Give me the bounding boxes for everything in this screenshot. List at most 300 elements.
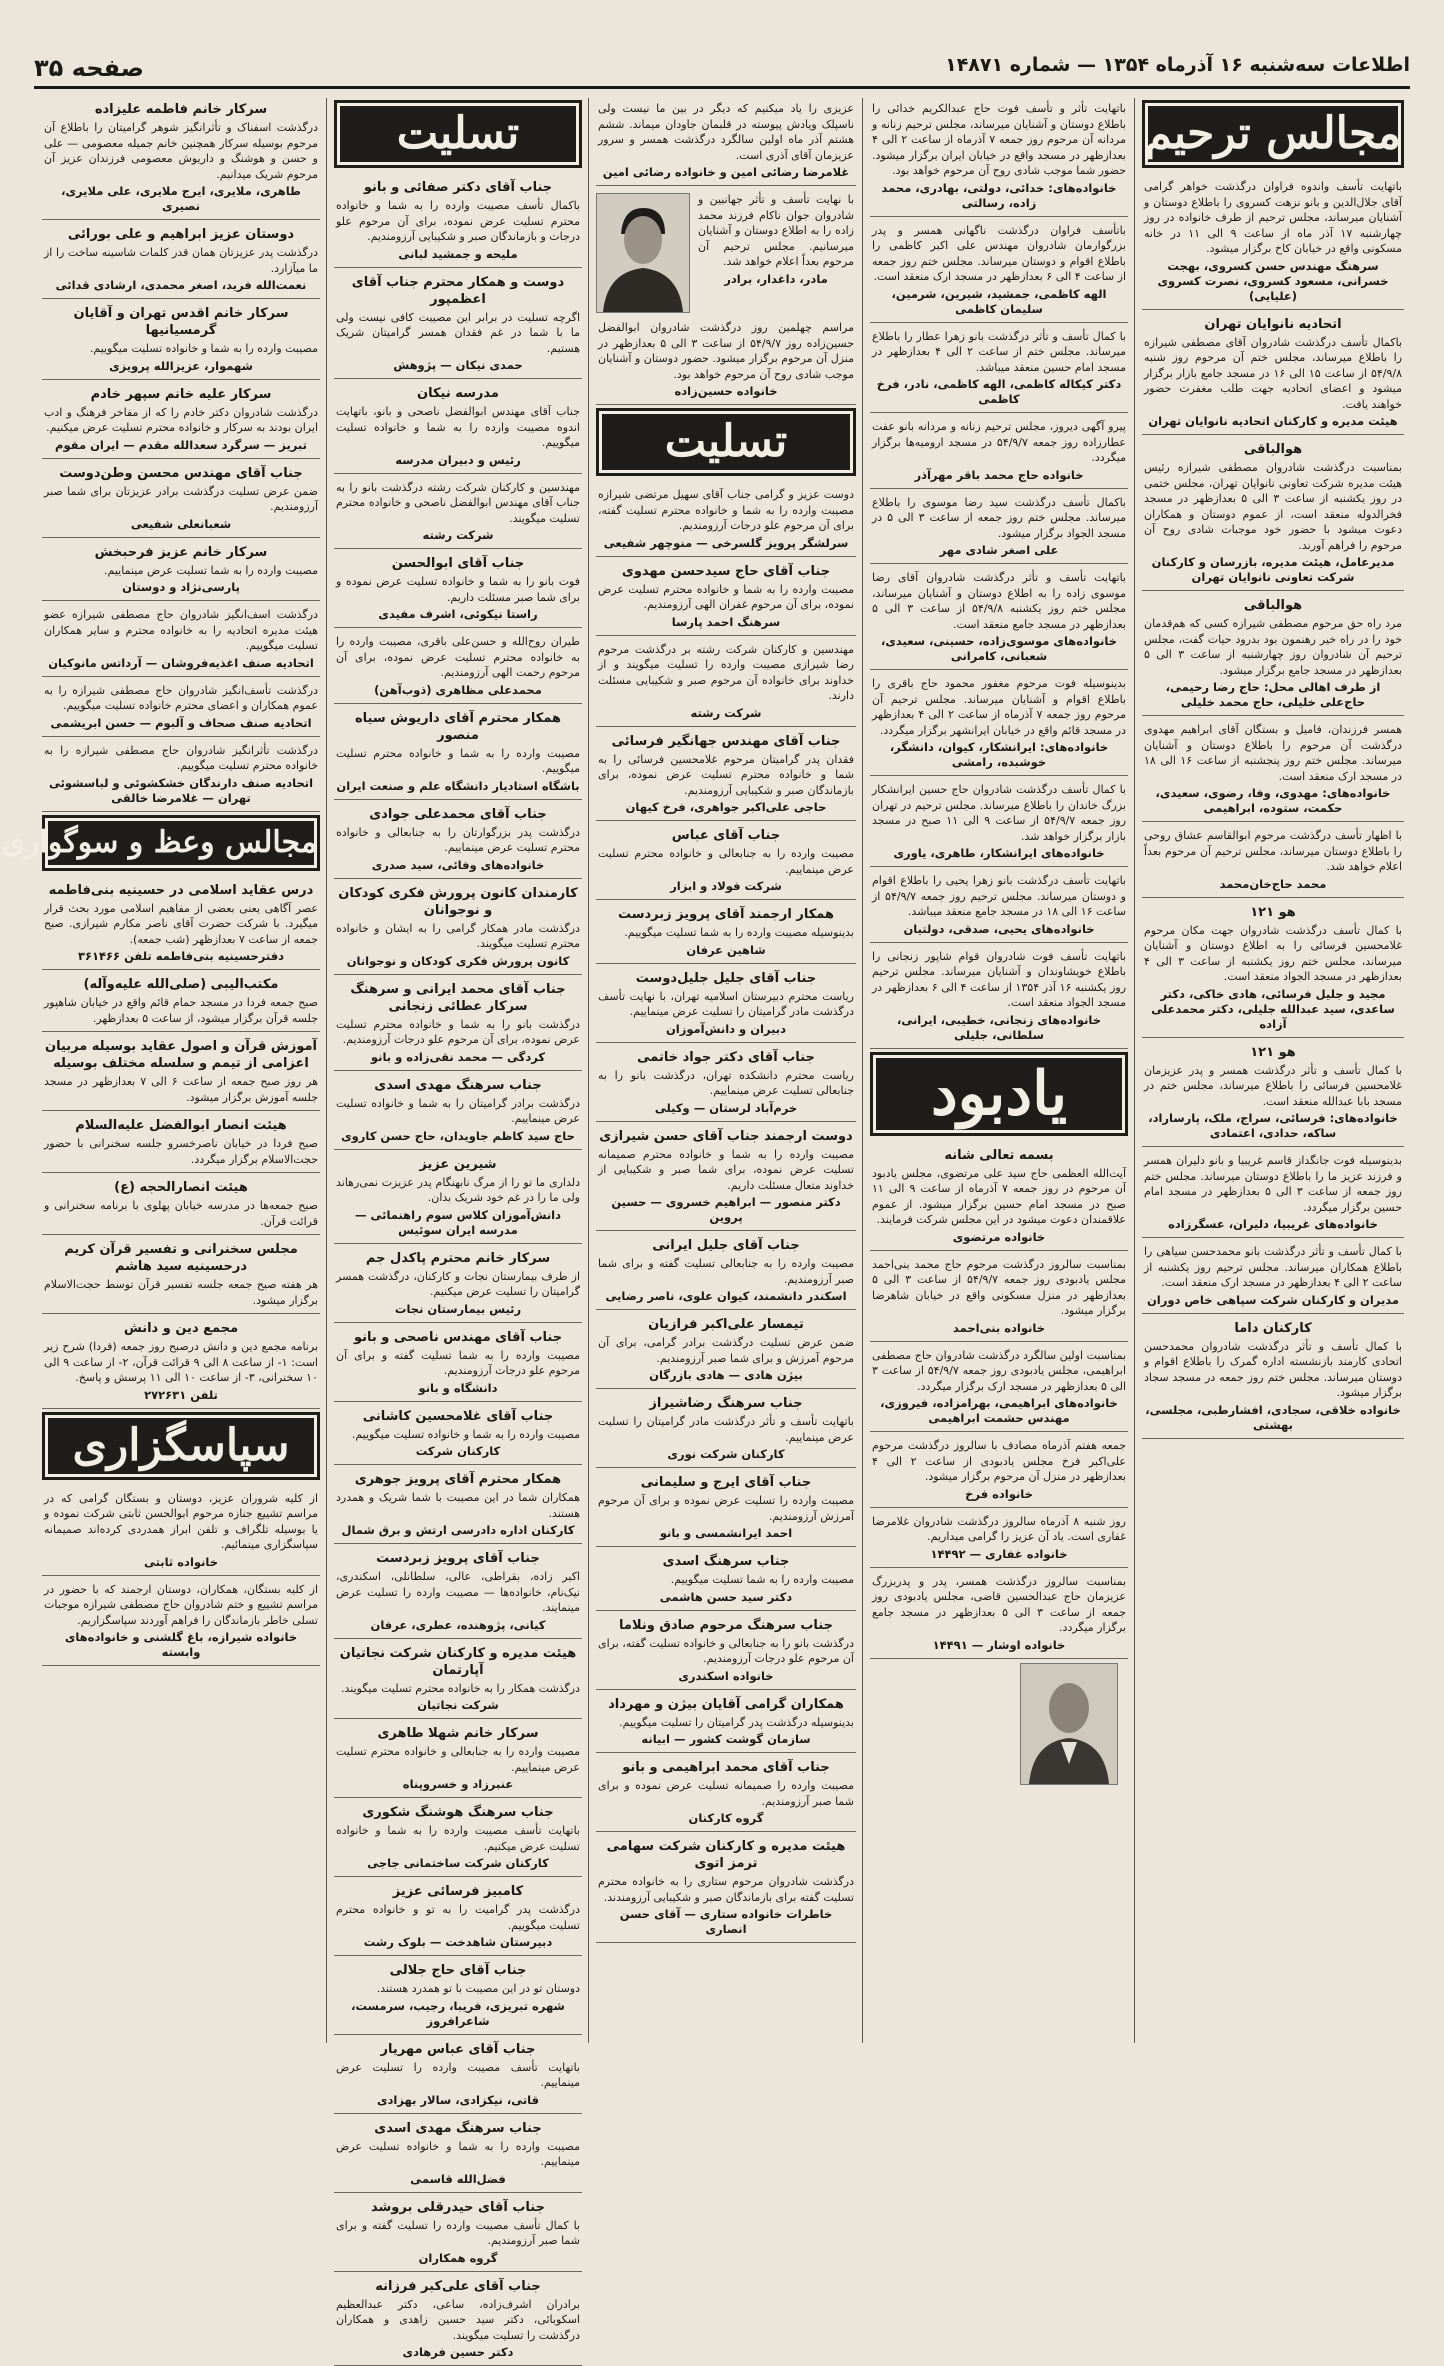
- notice-signature: کارکنان شرکت نوری: [598, 1447, 854, 1462]
- notice-title: سرکار خانم عزیز فرحبخش: [44, 544, 318, 561]
- notice-signature: دبیران و دانش‌آموزان: [598, 1022, 854, 1037]
- notice-title: کارکنان داما: [1144, 1320, 1402, 1337]
- notice: [1142, 438, 1404, 591]
- notice: [596, 317, 856, 405]
- notice-title: دوست و همکار محترم جناب آقای اعظمپور: [336, 274, 580, 308]
- notice-signature: خانواده‌های زنجانی، خطیبی، ایرانی، سلطانی، جلیلی: [872, 1013, 1126, 1043]
- notice-signature: نعمت‌الله فرید، اصغر محمدی، ارشادی قدائی: [44, 278, 318, 293]
- notice-body: مهندسین و کارکنان شرکت رشته بر درگذشت مرحوم رضا شیرازی مصیبت وارده را تسلیت میگویند و از خداوند برای خانواده آن مرحوم صبر و شکیبایی مسئلت دارند.: [598, 642, 854, 704]
- notice: [334, 1247, 582, 1323]
- notice-signature: کیانی، پژوهنده، عطری، عرفان: [336, 1618, 580, 1633]
- notice-title: سرکار خانم شهلا طاهری: [336, 1725, 580, 1742]
- notice-body: درگذشت بانو را به شما و خانواده محترم تسلیت عرض نموده، برای آن مرحوم علو درجات آرزومندیم.: [336, 1017, 580, 1048]
- column-divider: [588, 98, 589, 2043]
- notice-body: فوت بانو را به شما و خانواده تسلیت عرض نموده و برای شما صبر مسئلت داریم.: [336, 574, 580, 605]
- notice-title: تیمسار علی‌اکبر فرازیان: [598, 1316, 854, 1333]
- notice-signature: باشگاه استادیار دانشگاه علم و صنعت ایران: [336, 779, 580, 794]
- notice: [42, 1238, 320, 1314]
- notice: [42, 1579, 320, 1667]
- notice-body: بمناسبت سالروز درگذشت مرحوم حاج محمد بنی‌احمد مجلس یادبودی روز جمعه ۵۴/۹/۷ از ساعت ۳ الی ۵ بعدازظهر در منزل مسکونی واقع در خیابان شاهرضا برگزار میشود.: [872, 1257, 1126, 1319]
- notice-signature: کردگی — محمد نقی‌زاده و بانو: [336, 1050, 580, 1065]
- notice-title: سرکار خانم محترم پاکدل جم: [336, 1250, 580, 1267]
- notice: [596, 903, 856, 964]
- notice-body: ریاست محترم دبیرستان اسلامیه تهران، با نهایت تأسف درگذشت مادر گرامیتان را تسلیت عرض مینماییم.: [598, 989, 854, 1020]
- notice-signature: قاتی، نیکزادی، سالار بهزادی: [336, 2093, 580, 2108]
- notice-signature: خانواده‌های غریبیا، دلیران، عسگرزاده: [1144, 1217, 1402, 1232]
- notice: [870, 870, 1128, 943]
- notice: [334, 1153, 582, 1244]
- notice: [42, 604, 320, 677]
- notice-body: باتهایت تأسف و تأثر درگذشت مادر گرامیتان را تسلیت عرض مینماییم.: [598, 1414, 854, 1445]
- notice: [1142, 1041, 1404, 1148]
- page-header: [34, 50, 1410, 86]
- notice-body: درگذشت اسفناک و تأثرانگیز شوهر گرامیتان را باطلاع آن مرحوم بوسیله سرکار همچنین خانم جمیله معصومی — علی و حسن و هوشنگ و داریوش معصومی فرزندان عزیز آن مرحوم شریک میدانیم.: [44, 120, 318, 182]
- banner-tasliyat-mid: تسلیت: [596, 408, 856, 476]
- notice: [596, 967, 856, 1043]
- notice-title: جناب آقای ایرج و سلیمانی: [598, 1474, 854, 1491]
- notice: [596, 1693, 856, 1754]
- notice-signature: کانون پرورش فکری کودکان و نوجوانان: [336, 954, 580, 969]
- notice-signature: کارکنان شرکت ساختمانی جاجی: [336, 1856, 580, 1871]
- portrait-photo: [596, 193, 690, 313]
- notice-signature: سرهنگ مهندس حسن کسروی، بهجت خسرانی، مسعود کسروی، نصرت کسروی (علیایی): [1144, 259, 1402, 304]
- notice: [596, 1046, 856, 1122]
- notice-title: جناب آقای دکتر صفائی و بانو: [336, 179, 580, 196]
- notice: [870, 673, 1128, 776]
- notice-title: کارمندان کانون پرورش فکری کودکان و نوجوانان: [336, 885, 580, 919]
- notice: [870, 1345, 1128, 1433]
- notice-signature: دکتر حسین فرهادی: [336, 2345, 580, 2360]
- notice-signature: اتحادیه صنف اغذیه‌فروشان — آرداتس مانوکیان: [44, 656, 318, 671]
- notice-signature: پارسی‌نژاد و دوستان: [44, 580, 318, 595]
- notice-body: فقدان پدر گرامیتان مرحوم غلامحسین فرسائی را به شما و خانواده محترم تسلیت عرض نموده، برای بازماندگان صبر و شکیبایی آرزومندیم.: [598, 752, 854, 799]
- notice-signature: اسکندر دانشمند، کیوان علوی، ناصر رضایی: [598, 1289, 854, 1304]
- notice-signature: خانواده غفاری — ۱۴۴۹۲: [872, 1547, 1126, 1562]
- notice: [42, 973, 320, 1032]
- notice-signature: گروه کارکنان: [598, 1811, 854, 1826]
- notice-title: هو ۱۲۱: [1144, 1044, 1402, 1061]
- notice-body: با کمال تأسف و تأثر درگذشت بانو محمدحسن سیاهی را باطلاع همکاران میرساند. مجلس ترحیم روز یکشنبه از ساعت ۲ الی ۴ بعدازظهر در مسجد ارک منعقد است.: [1144, 1244, 1402, 1291]
- notice-title: سرکار علیه خانم سپهر خادم: [44, 386, 318, 403]
- notice-signature: رئیس و دبیران مدرسه: [336, 453, 580, 468]
- notice-body: درگذشت اسف‌انگیز شادروان حاج مصطفی شیرازه عضو هیئت مدیره اتحادیه را به خانواده محترم و سایر همکاران تسلیت میگوییم.: [44, 607, 318, 654]
- notice-signature: علی اصغر شادی مهر: [872, 543, 1126, 558]
- notice-signature: شهموار، عزیزالله پرویزی: [44, 359, 318, 374]
- column-divider: [862, 98, 863, 2043]
- notice-body: مصیبت وارده را به شما تسلیت میگوییم.: [598, 1572, 854, 1588]
- notice-body: باکمال تأسف درگذشت سید رضا موسوی را باطلاع میرساند. مجلس ختم روز جمعه از ساعت ۳ الی ۵ در مسجد الجواد برگزار میشود.: [872, 495, 1126, 542]
- notice-body: همکاران شما در این مصیبت با شما شریک و همدرد هستند.: [336, 1490, 580, 1521]
- notice-body: مصیبت وارده را صمیمانه تسلیت عرض نموده و برای شما صبر آرزومندیم.: [598, 1778, 854, 1809]
- header-rule: [34, 86, 1410, 89]
- notice-body: صبح فردا در خیابان ناصرخسرو جلسه سخنرانی با حضور حجت‌الاسلام برگزار میگردد.: [44, 1136, 318, 1167]
- notice: [334, 1547, 582, 1639]
- notice-signature: محمدعلی مظاهری (ذوب‌آهن): [336, 683, 580, 698]
- notice-title: هوالباقی: [1144, 441, 1402, 458]
- notice-signature: خانواده‌های: خدائی، دولتی، بهادری، محمد زاده، رسالتی: [872, 181, 1126, 211]
- photo-notice: [596, 189, 856, 317]
- notice-signature: کارکنان اداره دادرسی ارتش و برق شمال: [336, 1523, 580, 1538]
- notice-body: اگرچه تسلیت در برابر این مصیبت کافی نیست ولی ما با شما در غم فقدان همسر گرامیتان شریک هستیم.: [336, 310, 580, 357]
- notice-body: مصیبت وارده را به شما و خانواده تسلیت عرض مینماییم.: [336, 2139, 580, 2170]
- notice-body: طیران روح‌الله و حسن‌علی باقری، مصیبت وارده را به خانواده محترم تسلیت عرض نموده، برای آن مرحوم رحمت الهی آرزومندیم.: [336, 634, 580, 681]
- notice: [596, 98, 856, 186]
- column-two: [870, 98, 1128, 2043]
- notice: [870, 416, 1128, 489]
- notice: [596, 1550, 856, 1611]
- notice-body: با کمال تأسف درگذشت شادروان حاج حسین ایرانشکار بزرگ خاندان را باطلاع میرساند. مجلس ترحیم در تهران روز جمعه ۵۴/۹/۷ از ساعت ۹ الی ۱۱ صبح در مسجد بازار برگزار خواهد شد.: [872, 782, 1126, 844]
- notice: [1142, 313, 1404, 436]
- notice-title: دوست ارجمند جناب آقای حسن شیرازی: [598, 1128, 854, 1145]
- notice-body: بدینوسیله مصیبت وارده را به شما تسلیت میگوییم.: [598, 925, 854, 941]
- column-tarhim: [1142, 98, 1404, 2043]
- notice: [334, 2038, 582, 2114]
- notice-signature: حاج سید کاظم جاویدان، حاج حسن کاروی: [336, 1129, 580, 1144]
- notice-body: بمناسبت اولین سالگرد درگذشت شادروان حاج مصطفی ابراهیمی، مجلس یادبودی روز جمعه ۵۴/۹/۷ از ساعت ۳ الی ۵ بعدازظهر در مسجد ارک برگزار میگردد.: [872, 1348, 1126, 1395]
- notice-body: بدینوسیله فوت مرحوم مغفور محمود حاج باقری را باطلاع اقوام و آشنایان میرساند. مجلس ترحیم آن مرحوم روز جمعه ۷ آذرماه از ساعت ۲ الی ۴ بعدازظهر در مسجد قائم واقع در خیابان ایرانشهر برگزار میگردد.: [872, 676, 1126, 738]
- notice-signature: سازمان گوشت کشور — ابیانه: [598, 1732, 854, 1747]
- notice: [1142, 901, 1404, 1038]
- notice-signature: خانواده‌های: ایرانشکار، کیوان، دانشگر، خوشبده، رامشی: [872, 740, 1126, 770]
- notice-body: باتأسف فراوان درگذشت ناگهانی همسر و پدر بزرگوارمان شادروان مهندس علی اکبر کاظمی را باطلاع اقوام و دوستان میرساند. مجلس ختم روز جمعه از ساعت ۴ الی ۶ بعدازظهر در مسجد ارک منعقد است.: [872, 223, 1126, 285]
- notice-body: مصیبت وارده را به شما و خانواده تسلیت میگوییم.: [336, 1427, 580, 1443]
- notice-signature: محمد حاج‌خان‌محمد: [1144, 877, 1402, 892]
- notice-title: جناب سرهنگ اسدی: [598, 1553, 854, 1570]
- notice-body: باتهایت تأسف مصیبت وارده را به شما و خانواده تسلیت عرض میکنیم.: [336, 1823, 580, 1854]
- notice-body: درگذشت تأثرانگیز شادروان حاج مصطفی شیرازه را به خانواده محترم تسلیت میگوییم.: [44, 743, 318, 774]
- notice-signature: خانواده‌های یحیی، صدقی، دولتیان: [872, 922, 1126, 937]
- notice-signature: گروه همکاران: [336, 2251, 580, 2266]
- notice-signature: الهه کاظمی، جمشید، شیرین، شرمین، سلیمان کاظمی: [872, 287, 1126, 317]
- notice-body: دوست عزیز و گرامی جناب آقای سهیل مرتضی شیرازه مصیبت وارده را به شما و خانواده محترم تسلیت گفته، برای آن مرحوم علو درجات آرزومندیم.: [598, 487, 854, 534]
- notice: [596, 1313, 856, 1389]
- notice: [870, 567, 1128, 670]
- notice-title: مجلس سخنرانی و تفسیر قرآن کریم درحسینیه سید هاشم: [44, 1241, 318, 1275]
- notice-body: برنامه مجمع دین و دانش درصبح روز جمعه (فردا) شرح زیر است: ۱- از ساعت ۸ الی ۹ قرائت قرآن، ۲- از ساعت ۹ الی ۱۰ سخنرانی، ۳- از ساعت ۱۰ الی ۱۱ پرسش و پاسخ.: [44, 1339, 318, 1386]
- page-number: صفحه ۳۵: [34, 54, 144, 82]
- notice: [1142, 1150, 1404, 1238]
- notice-body: باتهایت تأسف واندوه فراوان درگذشت خواهر گرامی آقای جلال‌الدین و بانو نزهت کسروی را باطلاع دوستان و آشنایان میرساند، مجلس ترحیم از طرف خانواده در روز چهارشنبه ۱۷ آذر ماه از ساعت ۹ الی ۱۱ در خانه مسکونی واقع در خیابان کاخ برگزار میشود.: [1144, 179, 1402, 257]
- notice-signature: تبریز — سرگرد سعدالله مقدم — ایران مقوم: [44, 438, 318, 453]
- notice-signature: طاهری، ملایری، ایرج ملایری، علی ملایری، نصیری: [44, 184, 318, 214]
- notice: [334, 882, 582, 975]
- notice-body: درگذشت بانو را به جنابعالی و خانواده تسلیت گفته، برای آن مرحوم علو درجات آرزومندیم.: [598, 1636, 854, 1667]
- notice: [42, 879, 320, 971]
- notice: [334, 1801, 582, 1877]
- column-four: [334, 98, 582, 2043]
- notice: [596, 1234, 856, 1310]
- notice-title: جناب آقای حاج جلالی: [336, 1962, 580, 1979]
- notice: [870, 1571, 1128, 1659]
- notice: [42, 462, 320, 538]
- notice-body: باتهایت تأثر و تأسف فوت حاج عبدالکریم خدائی را باطلاع دوستان و آشنایان میرساند، مجلس ترحیم زنانه و مردانه آن مرحوم روز جمعه ۷ آذرماه از ساعت ۲ الی ۴ بعدازظهر در مسجد واقع در خیابان ایران برگزار میشود. حضور شما موجب شادی روح آن مرحوم خواهد بود.: [872, 101, 1126, 179]
- notice-signature: دکتر سید حسن هاشمی: [598, 1590, 854, 1605]
- newspaper-date-line: اطلاعات سه‌شنبه ۱۶ آذرماه ۱۳۵۴ — شماره ۱۴۸۷۱: [945, 54, 1410, 76]
- notice-signature: شاهین عرفان: [598, 943, 854, 958]
- column-divider: [1134, 98, 1135, 2043]
- notice: [596, 1471, 856, 1547]
- notice: [1142, 825, 1404, 898]
- notice: [42, 1114, 320, 1173]
- notice: [334, 1326, 582, 1402]
- notice-body: باتهایت تأسف فوت شادروان قوام شاپور زنجانی را باطلاع خویشاوندان و آشنایان میرساند. مجلس ترحیم روز یکشنبه ۱۶ آذر ۱۳۵۴ از ساعت ۴ الی ۶ بعدازظهر در مسجد الجواد منعقد است.: [872, 949, 1126, 1011]
- notice-signature: خانواده فرخ: [872, 1487, 1126, 1502]
- notice: [596, 1125, 856, 1232]
- notice: [334, 271, 582, 380]
- notice-body: با کمال تأسف و تأثر درگذشت همسر و پدر عزیزمان غلامحسین فرسائی را باطلاع میرساند، مجلس ختم در مسجد بابا عبدالله منعقد است.: [1144, 1063, 1402, 1110]
- notice-title: مجمع دین و دانش: [44, 1320, 318, 1337]
- notice: [870, 1144, 1128, 1251]
- notice-signature: خانواده‌های ابراهیمی، بهرامزاده، فیروزی، مهندس حشمت ابراهیمی: [872, 1396, 1126, 1426]
- notice-signature: خانواده خلاقی، سجادی، افشارطبی، مجلسی، بهشتی: [1144, 1403, 1402, 1433]
- notice-title: جناب سرهنگ مهدی اسدی: [336, 1077, 580, 1094]
- notice-signature: عنبرزاد و خسروپناه: [336, 1777, 580, 1792]
- notice-body: با اظهار تأسف درگذشت مرحوم ابوالقاسم عشاق روحی را باطلاع دوستان میرساند، مجلس ترحیم آن مرحوم بعداً اعلام خواهد شد.: [1144, 828, 1402, 875]
- notice-body: از طرف بیمارستان نجات و کارکنان، درگذشت همسر گرامیتان را تسلیت عرض میکنیم.: [336, 1269, 580, 1300]
- notice-signature: شرکت رشته: [336, 528, 580, 543]
- notice-signature: خانواده بنی‌احمد: [872, 1321, 1126, 1336]
- notice-body: باتهایت تأسف مصیبت وارده را تسلیت عرض مینماییم.: [336, 2060, 580, 2091]
- notice: [1142, 1241, 1404, 1314]
- notice: [42, 1035, 320, 1111]
- young-man-portrait-icon: [597, 194, 689, 312]
- notice: [596, 484, 856, 557]
- notice-signature: فضل‌الله قاسمی: [336, 2172, 580, 2187]
- notice-signature: خانواده ثابتی: [44, 1555, 318, 1570]
- notice-body: بدینوسیله فوت جانگداز قاسم غریبیا و بانو دلیران همسر و فرزند عزیز ما را باطلاع دوستان میرساند. مجلس ختم روز جمعه از ساعت ۳ الی ۵ بعدازظهر در مسجد امام حسین برگزار میگردد.: [1144, 1153, 1402, 1215]
- portrait-photo: [1020, 1663, 1118, 1785]
- notice-body: مراسم چهلمین روز درگذشت شادروان ابوالفضل حسین‌زاده روز ۵۴/۹/۷ از ساعت ۳ الی ۵ بعدازظهر در منزل آن مرحوم برگزار میشود. حضور دوستان و آشنایان موجب شادی روح آن مرحوم خواهد بود.: [598, 320, 854, 382]
- notice-title: جناب سرهنگ رضاشیراز: [598, 1395, 854, 1412]
- notice: [1142, 719, 1404, 822]
- notice: [42, 1176, 320, 1235]
- notice: [334, 382, 582, 474]
- notice: [334, 176, 582, 268]
- notice: [596, 639, 856, 727]
- notice-body: درگذشت پدر گرامیت را به تو و خانواده محترم تسلیت میگوییم.: [336, 1902, 580, 1933]
- notice-body: درگذشت مادر همکار گرامی را به ایشان و خانواده محترم تسلیت میگویند.: [336, 921, 580, 952]
- notice: [42, 1488, 320, 1576]
- notice: [334, 1074, 582, 1150]
- notice-title: شیرین عزیز: [336, 1156, 580, 1173]
- banner-majales-tarhim: مجالس ترحیم: [1142, 100, 1404, 168]
- notice: [1142, 594, 1404, 716]
- notice: [696, 189, 856, 292]
- notice-signature: اتحادیه صنف صحاف و آلبوم — حسن ابریشمی: [44, 716, 318, 731]
- notice-signature: خانواده‌های: مهدوی، وفا، رضوی، سعیدی، حکمت، ستوده، ابراهیمی: [1144, 786, 1402, 816]
- notice-body: با کمال تأسف و تأثر درگذشت شادروان محمدحسن اتحادی کارمند بازنشسته اداره گمرک را باطلاع اقوام و دوستان میرساند. مجلس ختم روز جمعه در مسجد سجاد برگزار میشود.: [1144, 1339, 1402, 1401]
- notice-body: دوستان تو در این مصیبت با تو همدرد هستند.: [336, 1981, 580, 1997]
- notice: [334, 477, 582, 550]
- notice-body: با نهایت تأسف و تأثر جهانبین و شادروان جوان ناکام فرزند محمد زاده را به اطلاع دوستان و آشنایان میرسانیم. مجلس ترحیم آن مرحوم بعداً اعلام خواهد شد.: [698, 192, 854, 270]
- banner-sepasgozari: سپاسگزاری: [42, 1412, 320, 1480]
- notice-list: [42, 1488, 320, 1667]
- notice-body: صبح جمعه فردا در مسجد حمام قائم واقع در خیابان شاهپور جلسه قرآن برگزار میشود، از ساعت ۵ بعدازظهر.: [44, 995, 318, 1026]
- notice-signature: شرکت رشته: [598, 706, 854, 721]
- notice-title: جناب سرهنگ هوشنگ شکوری: [336, 1804, 580, 1821]
- notice-title: دوستان عزیز ابراهیم و علی بورائی: [44, 226, 318, 243]
- notice: [596, 1614, 856, 1690]
- notice: [870, 1254, 1128, 1342]
- notice: [596, 824, 856, 900]
- banner-majales-vaz: مجالس وعظ و سوگواری: [42, 815, 320, 871]
- notice-signature: حمدی نیکان — پژوهش: [336, 358, 580, 373]
- notice-list: [334, 176, 582, 2366]
- notice-body: هر روز صبح جمعه از ساعت ۶ الی ۷ بعدازظهر در مسجد جلسه آموزش برگزار میشود.: [44, 1074, 318, 1105]
- notice-signature: راستا نیکوئی، اشرف مفیدی: [336, 607, 580, 622]
- notice-signature: خاطرات خانواده ستاری — آقای حسن انصاری: [598, 1907, 854, 1937]
- notice: [870, 1435, 1128, 1508]
- notice-list: [596, 484, 856, 1943]
- notice-title: جناب آقای جلیل ایرانی: [598, 1237, 854, 1254]
- banner-tasliyat-top: تسلیت: [334, 100, 582, 168]
- notice-signature: دانش‌آموزان کلاس سوم راهنمائی — مدرسه ایران سوئیس: [336, 1208, 580, 1238]
- notice-title: درس عقاید اسلامی در حسینیه بنی‌فاطمه: [44, 882, 318, 899]
- notice-title: هیئت انصار ابوالفضل علیه‌السلام: [44, 1117, 318, 1134]
- notice-body: بمناسبت سالروز درگذشت همسر، پدر و پدربزرگ عزیزمان حاج عبدالحسین قاضی، مجلس یادبودی روز جمعه از ساعت ۳ الی ۵ بعدازظهر در مسجد جامع برگزار میگردد.: [872, 1574, 1126, 1636]
- notice: [42, 98, 320, 220]
- notice-body: پیرو آگهی دیروز، مجلس ترحیم زنانه و مردانه بانو عفت عطارزاده روز جمعه ۵۴/۹/۷ در مسجد ارومیه‌ها برگزار میگردد.: [872, 419, 1126, 466]
- notice-signature: سرلشگر پرویز گلسرخی — منوچهر شفیعی: [598, 536, 854, 551]
- notice: [334, 2117, 582, 2193]
- notice-title: جناب آقای علی‌کبر فرزانه: [336, 2278, 580, 2295]
- notice-signature: حاجی علی‌اکبر جواهری، فرخ کیهان: [598, 800, 854, 815]
- notice-signature: سرهنگ احمد پارسا: [598, 615, 854, 630]
- notice-body: مصیبت وارده را به جنابعالی و خانواده محترم تسلیت عرض مینماییم.: [598, 846, 854, 877]
- notice-body: هر هفته صبح جمعه جلسه تفسیر قرآن توسط حجت‌الاسلام برگزار میشود.: [44, 1277, 318, 1308]
- notice-body: جناب آقای مهندس ابوالفضل ناصحی و بانو، باتهایت اندوه مصیبت وارده را به شما و خانواده تسلیت میگوییم.: [336, 404, 580, 451]
- notice-signature: رئیس بیمارستان نجات: [336, 1302, 580, 1317]
- notice-body: عصر آگاهی یعنی بعضی از مفاهیم اسلامی مورد بحث قرار میگیرد. با شرکت حضرت آقای ناصر مکارم شیرازی. صبح جمعه از ساعت ۷ بعدازظهر (شب جمعه).: [44, 901, 318, 948]
- notice-title: هو ۱۲۱: [1144, 904, 1402, 921]
- notice-title: هیئت مدیره و کارکنان شرکت نجاتیان آپارتمان: [336, 1645, 580, 1679]
- notice-body: دلداری ما تو را از مرگ نابهنگام پدر عزیزت نمی‌رهاند ولی ما را در غم خود شریک بدان.: [336, 1175, 580, 1206]
- notice-body: صبح جمعه‌ها در مدرسه خیابان پهلوی با برنامه سخنرانی و قرائت قرآن.: [44, 1198, 318, 1229]
- notice: [334, 803, 582, 879]
- notice-title: سرکار خانم فاطمه علیزاده: [44, 101, 318, 118]
- notice-title: سرکار خانم اقدس تهران و آقایان گرمسیانیها: [44, 305, 318, 339]
- notice-signature: دانشگاه و بانو: [336, 1381, 580, 1396]
- notice-body: درگذشت پدر بزرگوارتان را به جنابعالی و خانواده محترم تسلیت عرض مینماییم.: [336, 825, 580, 856]
- notice: [596, 730, 856, 822]
- notice: [334, 1405, 582, 1466]
- notice-signature: غلامرضا رضائی امین و خانواده رضائی امین: [598, 165, 854, 180]
- notice-body: ریاست محترم دانشکده تهران، درگذشت بانو را به جنابعالی تسلیت عرض مینماییم.: [598, 1068, 854, 1099]
- column-divider: [326, 98, 327, 2043]
- notice-body: درگذشت شادروان مرحوم ستاری را به خانواده محترم تسلیت گفته برای بازماندگان صبر و شکیبایی آرزومندند.: [598, 1874, 854, 1905]
- notice-body: مصیبت وارده را به شما و خانواده محترم صمیمانه تسلیت عرض نموده، برای شما صبر و شکیبایی از خداوند متعال مسئلت داریم.: [598, 1147, 854, 1194]
- notice: [42, 740, 320, 812]
- notice-list: [42, 879, 320, 1409]
- notice-title: جناب آقای محمد ابراهیمی و بانو: [598, 1759, 854, 1776]
- notice-body: مصیبت وارده را تسلیت عرض نموده و برای آن مرحوم آمرزش آرزومندیم.: [598, 1493, 854, 1524]
- notice-title: همکار محترم آقای داریوش سیاه منصور: [336, 710, 580, 744]
- notice-title: کامبیز فرسائی عزیز: [336, 1883, 580, 1900]
- notice-signature: دفترحسینیه بنی‌فاطمه تلفن ۳۶۱۴۶۶: [44, 949, 318, 964]
- notice: [334, 707, 582, 800]
- notice-title: جناب سرهنگ مهدی اسدی: [336, 2120, 580, 2137]
- notice: [1142, 1317, 1404, 1439]
- notice-title: هیئت انصارالحجه (ع): [44, 1179, 318, 1196]
- notice-body: درگذشت تأسف‌انگیز شادروان حاج مصطفی شیرازه را به عموم همکاران و اعضای محترم خانواده تسلیت میگوییم.: [44, 683, 318, 714]
- notice-list: [1142, 176, 1404, 1439]
- notice-signature: کارکنان شرکت: [336, 1444, 580, 1459]
- notice-signature: دبیرستان شاهدخت — بلوک رشت: [336, 1935, 580, 1950]
- notice-title: جناب آقای مهندس ناصحی و بانو: [336, 1329, 580, 1346]
- notice-signature: شهره تبریزی، فریبا، رجیب، سرمست، شاعرافروز: [336, 1999, 580, 2029]
- notice-title: همکار محترم آقای پرویز جوهری: [336, 1471, 580, 1488]
- notice: [334, 1722, 582, 1798]
- notice-title: جناب آقای عباس: [598, 827, 854, 844]
- notice-title: اتحادیه نانوایان تهران: [1144, 316, 1402, 333]
- notice: [334, 978, 582, 1071]
- notice: [334, 1959, 582, 2035]
- notice-title: هوالباقی: [1144, 597, 1402, 614]
- notice-signature: از طرف اهالی محل: حاج رضا رحیمی، حاج‌علی خلیلی، حاج محمد خلیلی: [1144, 680, 1402, 710]
- notice: [42, 223, 320, 299]
- notice-signature: ملیحه و جمشید لبانی: [336, 247, 580, 262]
- notice-body: درگذشت همکار را به خانواده محترم تسلیت میگویند.: [336, 1681, 580, 1697]
- notice: [596, 1756, 856, 1832]
- notice-body: باکمال تأسف مصیبت وارده را به شما و خانواده محترم تسلیت عرض نموده، برای آن مرحوم علو درجات و بازماندگان صبر و شکیبایی آرزومندیم.: [336, 198, 580, 245]
- man-portrait-icon: [1021, 1664, 1117, 1784]
- notice-body: بمناسبت درگذشت شادروان مصطفی شیرازه رئیس هیئت مدیره شرکت تعاونی نانوایان تهران، مجلس ختمی در روز یکشنبه از ساعت ۳ الی ۵ بعدازظهر در مسجد فخرالدوله منعقد است، از عموم دوستان و همکاران دعوت میشود با حضور خود موجبات شادی روح آن مرحوم را فراهم آورند.: [1144, 460, 1402, 553]
- notice-body: مصیبت وارده را به شما تسلیت گفته و برای آن مرحوم علو درجات آرزومندیم.: [336, 1348, 580, 1379]
- notice-title: جناب آقای جلیل جلیل‌دوست: [598, 970, 854, 987]
- notice-body: روز شنبه ۸ آذرماه سالروز درگذشت شادروان غلامرضا غفاری است. یاد آن عزیز را گرامی میداریم.: [872, 1514, 1126, 1545]
- notice-title: جناب آقای محمد ایرانی و سرهنگ سرکار عطائی زنجانی: [336, 981, 580, 1015]
- notice-title: هیئت مدیره و کارکنان شرکت سهامی ترمز اتوی: [598, 1838, 854, 1872]
- notice: [42, 541, 320, 602]
- notice-body: با کمال تأسف درگذشت شادروان جهت مکان مرحوم غلامحسین فرسائی را به اطلاع دوستان و آشنایان میرساند، مجلس ختم روز یکشنبه از ساعت ۳ الی ۴ بعدازظهر در مسجد الجواد منعقد است.: [1144, 923, 1402, 985]
- notice: [870, 98, 1128, 217]
- notice-body: درگذشت شادروان دکتر خادم را که از مفاخر فرهنگ و ادب ایران بودند به سرکار و خانواده محترم تسلیت عرض میکنیم.: [44, 405, 318, 436]
- notice: [334, 631, 582, 704]
- notice-body: مصیبت وارده را به جنابعالی و خانواده محترم تسلیت عرض مینماییم.: [336, 1744, 580, 1775]
- notice: [596, 1392, 856, 1468]
- notice-title: جناب آقای مهندس جهانگیر فرسائی: [598, 733, 854, 750]
- notice-body: باتهایت تأسف و تأثر درگذشت شادروان آقای رضا موسوی زاده را به اطلاع دوستان و آشنایان میرساند، مجلس ختم روز یکشنبه ۵۴/۹/۸ از ساعت ۳ الی ۵ بعدازظهر در مسجد جامع منعقد است.: [872, 570, 1126, 632]
- notice-body: از کلیه شروران عزیز، دوستان و بستگان گرامی که در مراسم تشییع جنازه مرحوم ابوالحسن ثابتی شرکت نموده و یا بوسیله تلگراف و تلفن ابراز همدردی کرده‌اند صمیمانه سپاسگزاری مینمائیم.: [44, 1491, 318, 1553]
- notice-signature: خانواده شیرازه، باغ گلشنی و خانواده‌های وابسته: [44, 1630, 318, 1660]
- notice-title: بسمه تعالی شانه: [872, 1147, 1126, 1164]
- notice-signature: احمد ایرانشمسی و بانو: [598, 1526, 854, 1541]
- notice-body: درگذشت برادر گرامیتان را به شما و خانواده تسلیت عرض مینماییم.: [336, 1096, 580, 1127]
- notice-signature: شعبانعلی شفیعی: [44, 517, 318, 532]
- notice: [1142, 176, 1404, 310]
- notice-body: عزیزی را یاد میکنیم که دیگر در بین ما نیست ولی ناسپلک ویادش پیوسته در قلبمان جاودان میماند. ششم هشتم آذر ماه اولین سالگرد درگذشت همسر و سرور عزیزمان آقای آذری است.: [598, 101, 854, 163]
- notice-title: مدرسه نیکان: [336, 385, 580, 402]
- notice-signature: دکتر منصور — ابراهیم خسروی — حسین پروین: [598, 1195, 854, 1225]
- notice-body: با کمال تأسف و تأثر درگذشت بانو زهرا عطار را باطلاع میرساند. مجلس ختم از ساعت ۲ الی ۴ بعدازظهر در مسجد امام حسین منعقد میباشد.: [872, 329, 1126, 376]
- notice: [42, 680, 320, 737]
- notice-title: جناب آقای پرویز زبردست: [336, 1550, 580, 1567]
- notice-title: جناب آقای مهندس محسن وطن‌دوست: [44, 465, 318, 482]
- notice-list: [870, 98, 1128, 1049]
- notice: [42, 302, 320, 380]
- notice-title: آموزش قرآن و اصول عقاید بوسیله مربیان اعزامی از تیمم و سلسله مختلف بوسیله: [44, 1038, 318, 1072]
- notice-signature: مادر، داغدار، برادر: [698, 272, 854, 287]
- notice-signature: خانواده مرتضوی: [872, 1230, 1126, 1245]
- notice-body: برادران اشرف‌زاده، ساعی، دکتر عبدالعظیم اسکوبائی، دکتر سید حسین زاهدی و همکاران درگذشت را تسلیت میگویند.: [336, 2297, 580, 2344]
- column-three: [596, 98, 856, 2043]
- notice-body: از کلیه بستگان، همکاران، دوستان ارجمند که با حضور در مراسم تشییع و ختم شادروان حاج مصطفی شیرازه موجبات تسلی خاطر بازماندگان را فراهم آوردند سپاسگزاریم.: [44, 1582, 318, 1629]
- notice-signature: خانواده حسین‌زاده: [598, 384, 854, 399]
- notice-body: درگذشت پدر عزیزتان همان قدر کلمات شاسینه ساخت را از ما میآزارد.: [44, 245, 318, 276]
- notice-body: مهندسین و کارکنان شرکت رشته درگذشت بانو را به جناب آقای مهندس ابوالفضل ناصحی و خانواده محترم تسلیت میگویند.: [336, 480, 580, 527]
- notice: [334, 2196, 582, 2272]
- notice-body: مصیبت وارده را به شما و خانواده محترم تسلیت عرض نموده، برای آن مرحوم غفران الهی آرزومندیم.: [598, 582, 854, 613]
